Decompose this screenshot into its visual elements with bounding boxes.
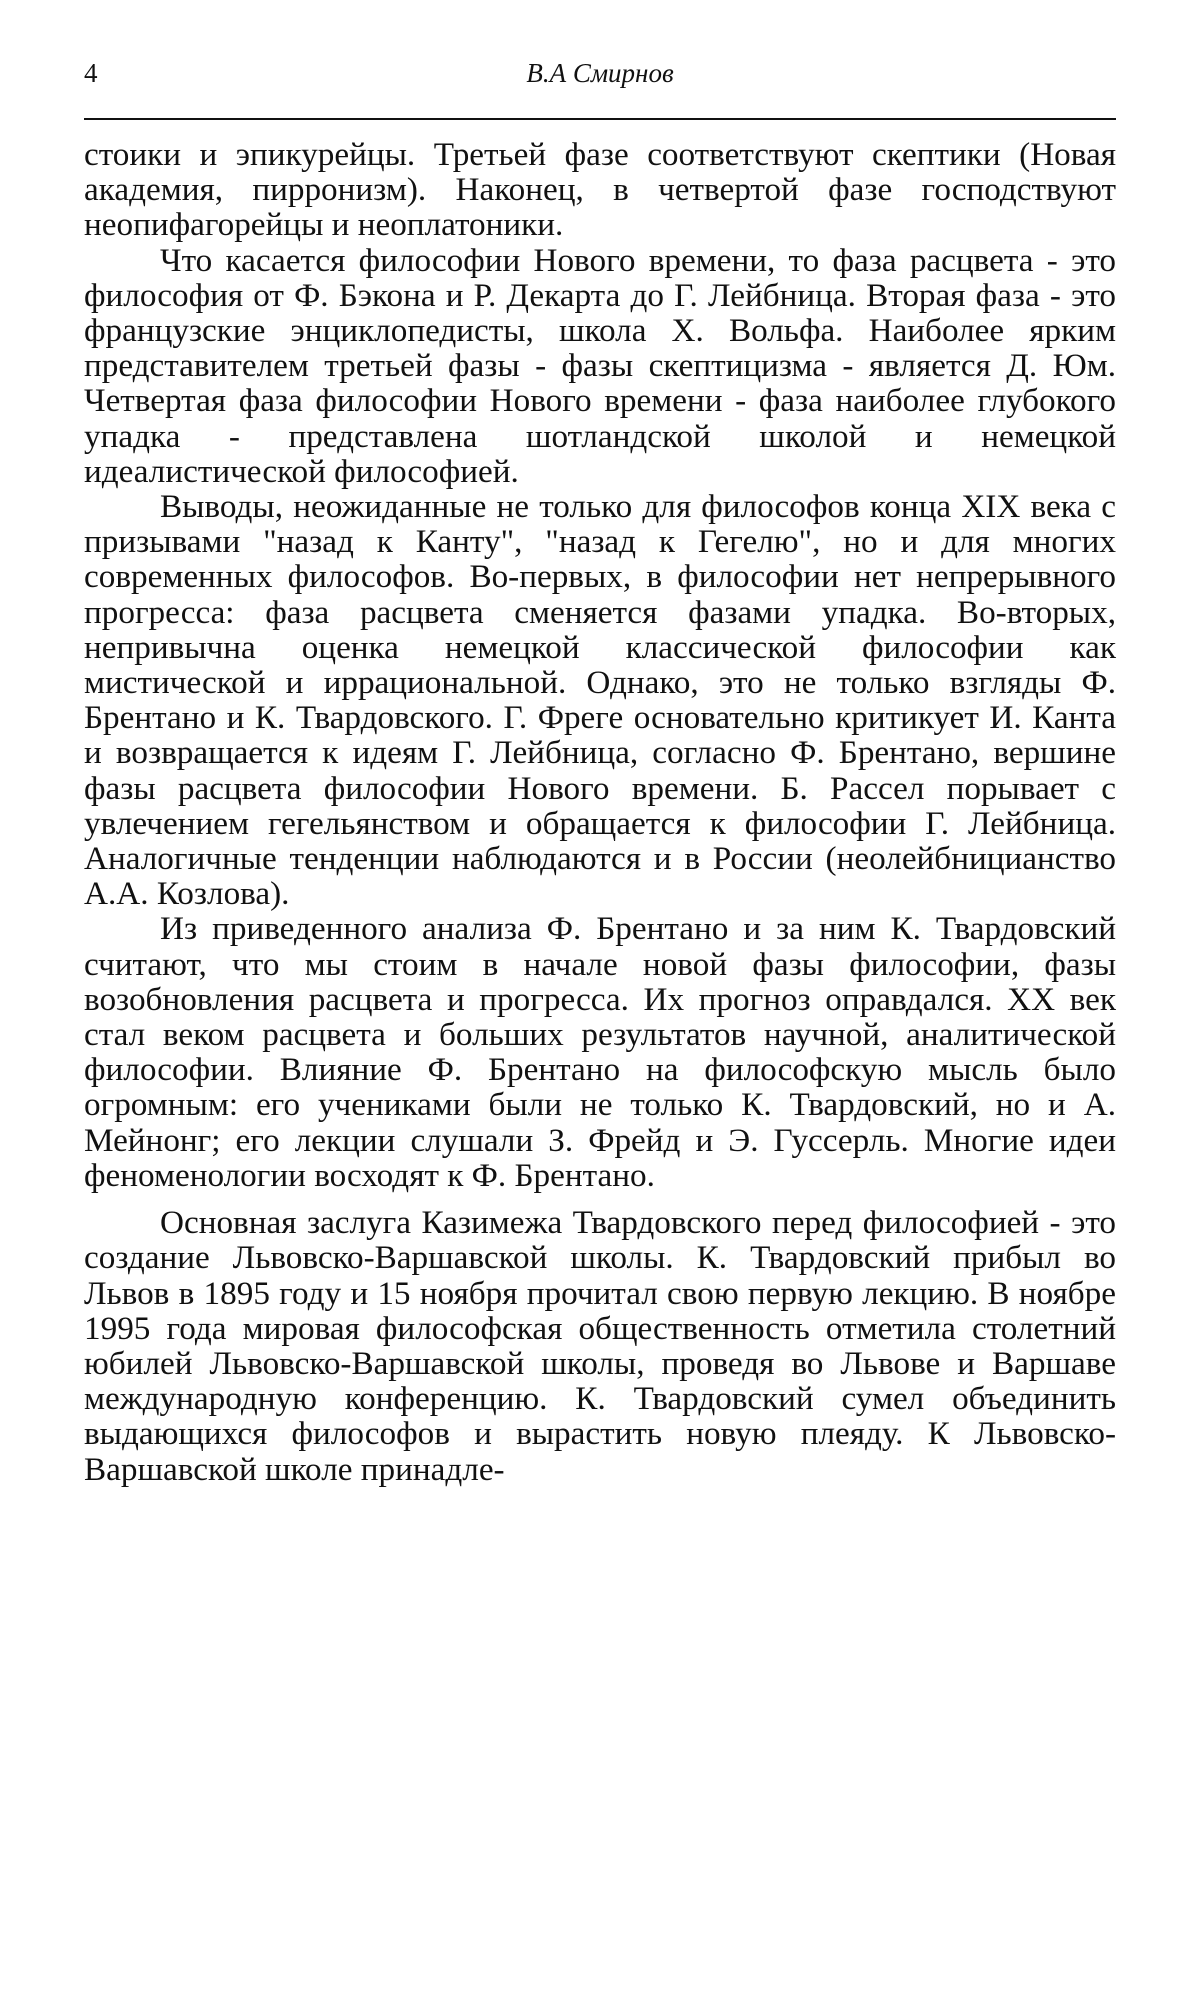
paragraph-forecast: Из приведенного анализа Ф. Брентано и за ним К. Твардовский считают, что мы стоим в начале новой фазы философии, фазы возобновления расцвета и прогресса. Их прогноз оправдался. XX век стал веком расцвета и больших результатов научной, аналитической философии. Влияние Ф. Брентано на философскую мысль было огромным: его учениками были не только К. Твардовский, но и А. Мейнонг; его лекции слушали З. Фрейд и Э. Гуссерль. Многие идеи феноменологии восходят к Ф. Брентано. bbox=[84, 910, 1116, 1194]
running-head bbox=[84, 52, 1116, 100]
running-title-author: В.А Смирнов bbox=[526, 58, 674, 88]
paragraph-lvov-warsaw-school: Основная заслуга Казимежа Твардовского перед философией - это создание Львовско-Варшавской школы. К. Твардовский прибыл во Львов в 1895 году и 15 ноября прочитал свою первую лекцию. В ноябре 1995 года мировая философская общественность отметила столетний юбилей Львовско-Варшавской школы, проведя во Львове и Варшаве международную конференцию. К. Твардовский сумел объединить выдающихся философов и вырастить новую плеяду. К Львовско-Варшавской школе принадле- bbox=[84, 1204, 1116, 1488]
paragraph-continuation: стоики и эпикурейцы. Третьей фазе соответствуют скептики (Новая академия, пирронизм). Наконец, в четвертой фазе господствуют неопифагорейцы и неоплатоники. bbox=[84, 136, 1116, 244]
page-number: 4 bbox=[84, 58, 98, 88]
body-text bbox=[84, 137, 1116, 1487]
paragraph-conclusions: Выводы, неожиданные не только для философов конца XIX века с призывами "назад к Канту", "назад к Гегелю", но и для многих современных философов. Во-первых, в философии нет непрерывного прогресса: фаза расцвета сменяется фазами упадка. Во-вторых, непривычна оценка немецкой классической философии как мистической и иррациональной. Однако, это не только взгляды Ф. Брентано и К. Твардовского. Г. Фреге основательно критикует И. Канта и возвращается к идеям Г. Лейбница, согласно Ф. Брентано, вершине фазы расцвета философии Нового времени. Б. Рассел порывает с увлечением гегельянством и обращается к философии Г. Лейбница. Аналогичные тенденции наблюдаются и в России (неолейбницианство А.А. Козлова). bbox=[84, 488, 1116, 913]
paragraph-new-time-philosophy: Что касается философии Нового времени, то фаза расцвета - это философия от Ф. Бэкона и Р. Декарта до Г. Лейбница. Вторая фаза - это французские энциклопедисты, школа Х. Вольфа. Наиболее ярким представителем третьей фазы - фазы скептицизма - является Д. Юм. Четвертая фаза философии Нового времени - фаза наиболее глубокого упадка - представлена шотландской школой и немецкой идеалистической философией. bbox=[84, 241, 1116, 490]
header-rule bbox=[84, 118, 1116, 120]
book-page bbox=[84, 52, 1116, 1488]
